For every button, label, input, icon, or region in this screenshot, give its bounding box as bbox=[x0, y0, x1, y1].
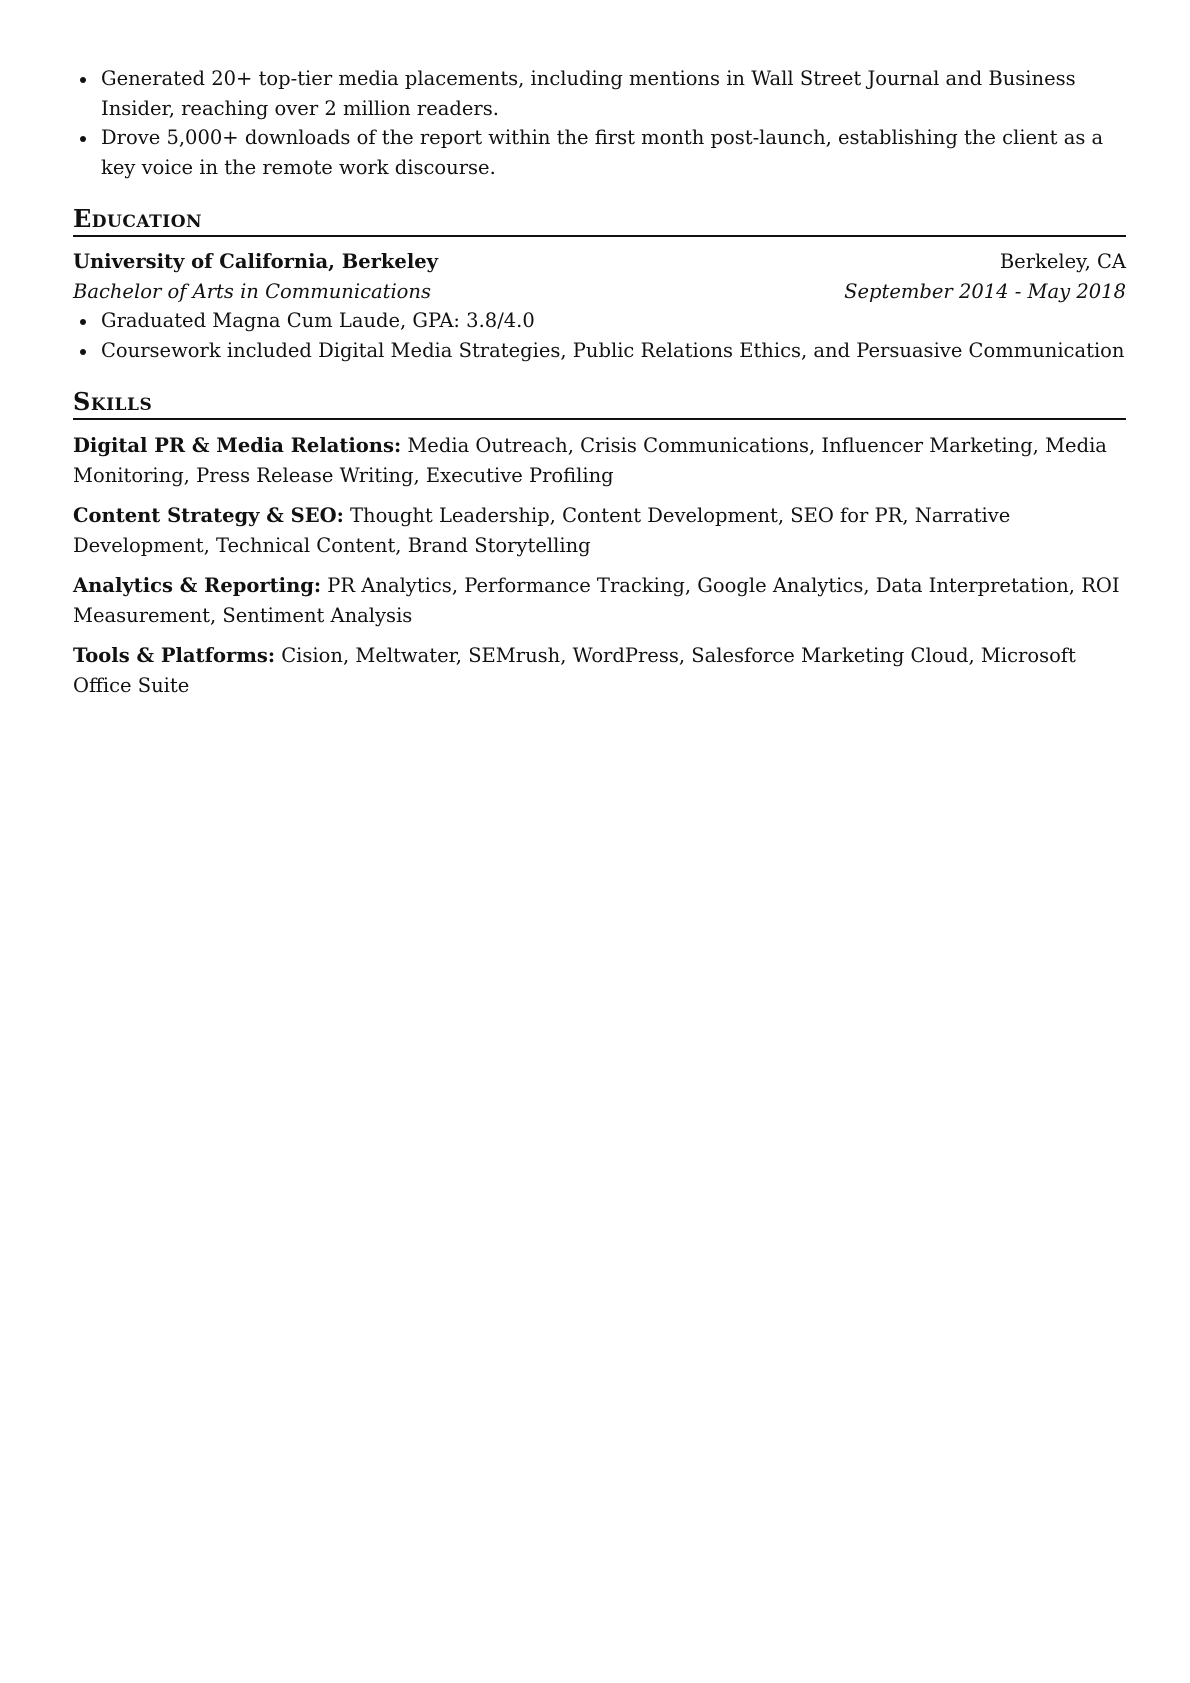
education-school-row bbox=[73, 247, 1126, 277]
skill-category: Content Strategy & SEO: bbox=[73, 504, 344, 527]
skills-section bbox=[73, 387, 1126, 700]
degree-dates: September 2014 - May 2018 bbox=[844, 279, 1126, 303]
degree-name: Bachelor of Arts in Communications bbox=[73, 279, 431, 303]
education-bullet-list bbox=[73, 306, 1126, 365]
skill-line bbox=[73, 431, 1126, 490]
skill-list: Thought Leadership, Content Development, SEO for PR, Narrative Development, Technical Content, Brand Storytelling bbox=[73, 504, 1011, 557]
skill-list: PR Analytics, Performance Tracking, Google Analytics, Data Interpretation, ROI Measurement, Sentiment Analysis bbox=[73, 574, 1120, 627]
education-heading: Education bbox=[73, 204, 1126, 237]
school-location: Berkeley, CA bbox=[999, 250, 1126, 273]
experience-bullet: Generated 20+ top-tier media placements, including mentions in Wall Street Journal and Business Insider, reaching over 2 million readers. bbox=[73, 64, 1126, 123]
skill-line bbox=[73, 641, 1126, 700]
skill-category: Digital PR & Media Relations: bbox=[73, 434, 402, 457]
experience-bullet: Drove 5,000+ downloads of the report within the first month post-launch, establishing the client as a key voice in the remote work discourse. bbox=[73, 123, 1126, 182]
education-degree-row bbox=[73, 277, 1126, 307]
skill-list: Cision, Meltwater, SEMrush, WordPress, Salesforce Marketing Cloud, Microsoft Office Suite bbox=[73, 644, 1076, 697]
skill-category: Tools & Platforms: bbox=[73, 644, 276, 667]
skill-line bbox=[73, 501, 1126, 560]
experience-bullet-list bbox=[73, 64, 1126, 182]
education-bullet: Coursework included Digital Media Strategies, Public Relations Ethics, and Persuasive Communication bbox=[73, 336, 1126, 366]
skills-heading: Skills bbox=[73, 387, 1126, 420]
resume-page bbox=[73, 64, 1126, 700]
school-name: University of California, Berkeley bbox=[73, 250, 438, 273]
education-section bbox=[73, 204, 1126, 365]
skill-line bbox=[73, 571, 1126, 630]
skill-list: Media Outreach, Crisis Communications, Influencer Marketing, Media Monitoring, Press Release Writing, Executive Profiling bbox=[73, 434, 1107, 487]
skill-category: Analytics & Reporting: bbox=[73, 574, 322, 597]
education-bullet: Graduated Magna Cum Laude, GPA: 3.8/4.0 bbox=[73, 306, 1126, 336]
